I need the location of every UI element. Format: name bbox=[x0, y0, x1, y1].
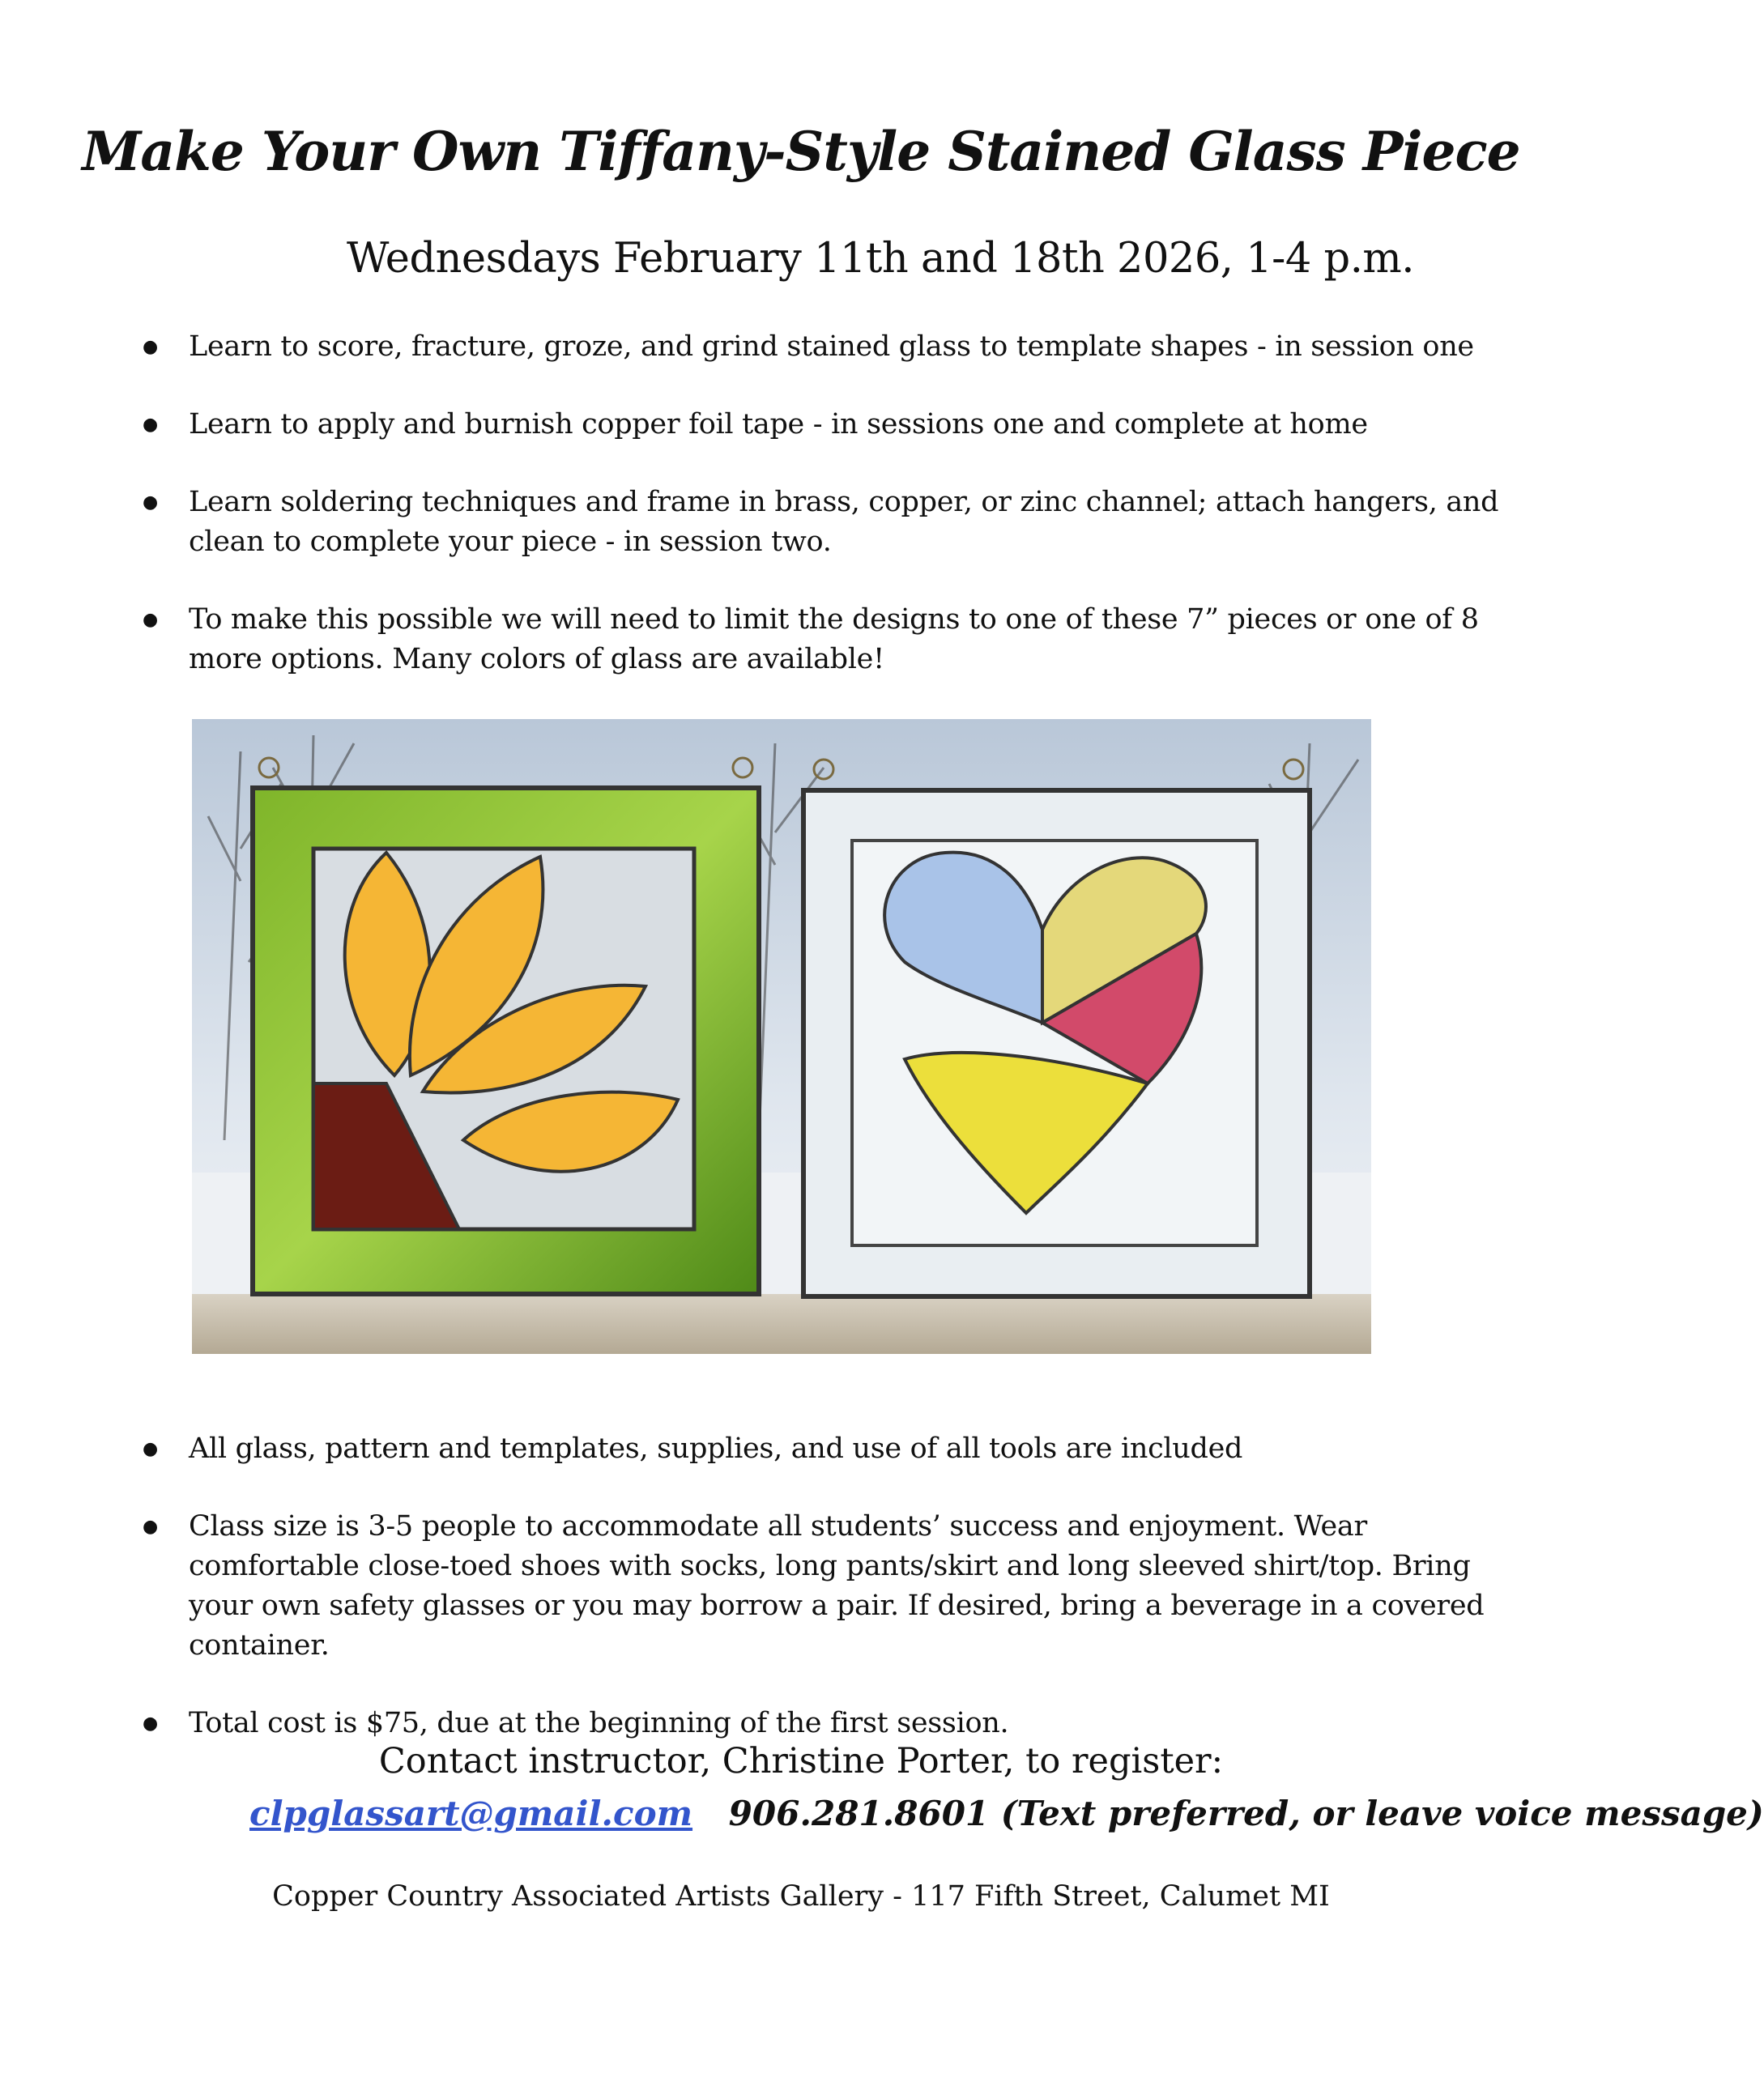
stained-glass-photo bbox=[192, 719, 1371, 1354]
event-dates: Wednesdays February 11th and 18th 2026, 1-4 p.m. bbox=[347, 235, 1414, 283]
gallery-address: Copper Country Associated Artists Gallery - 117 Fifth Street, Calumet MI bbox=[272, 1880, 1330, 1913]
email-link[interactable]: clpglassart@gmail.com bbox=[249, 1794, 693, 1833]
bullet-list-bottom bbox=[0, 1429, 1517, 1781]
list-item: ● Learn to apply and burnish copper foil tape - in sessions one and complete at home bbox=[0, 405, 1517, 445]
list-item: ● Learn to score, fracture, groze, and grind stained glass to template shapes - in session one bbox=[0, 327, 1517, 367]
contact-details bbox=[249, 1794, 1764, 1833]
list-item: ● Class size is 3-5 people to accommodate all students’ success and enjoyment. Wear comfortable close-toed shoes with socks, long pants/skirt and long sleeved shirt/top. Bring your own safety glasses or you may borrow a pair. If desired, bring a beverage in a covered container. bbox=[0, 1507, 1517, 1666]
list-item: ● To make this possible we will need to limit the designs to one of these 7” pieces or one of 8 more options. Many colors of glass are available! bbox=[0, 600, 1517, 679]
bullet-list-top bbox=[0, 327, 1517, 717]
list-item: ● All glass, pattern and templates, supplies, and use of all tools are included bbox=[0, 1429, 1517, 1469]
phone-number: 906.281.8601 (Text preferred, or leave voice message) bbox=[728, 1794, 1764, 1833]
list-item: ● Learn soldering techniques and frame in brass, copper, or zinc channel; attach hangers, and clean to complete your piece - in session two. bbox=[0, 483, 1517, 562]
contact-heading: Contact instructor, Christine Porter, to register: bbox=[378, 1741, 1224, 1781]
list-item: ● Total cost is $75, due at the beginning of the first session. bbox=[0, 1704, 1517, 1743]
page-title: Make Your Own Tiffany-Style Stained Glass Piece bbox=[82, 120, 1520, 183]
